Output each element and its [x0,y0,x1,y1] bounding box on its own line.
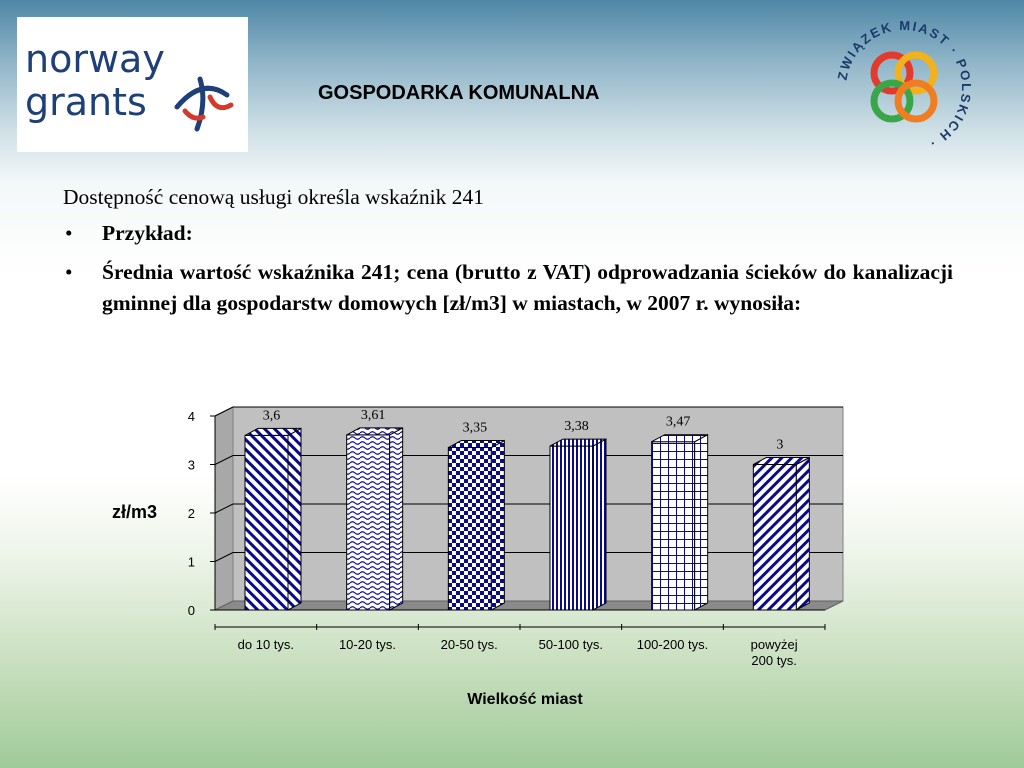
bar-front [347,435,390,610]
y-tick-label: 0 [187,603,195,618]
y-tick-label: 1 [187,554,195,570]
bar-side [593,439,606,610]
logo-line-grants: grants [25,80,147,124]
x-tick-label: 100-200 tys. [636,637,709,652]
zwiazek-miast-polskich-emblem [834,18,974,158]
bullet-dot: • [65,221,73,245]
y-tick-label: 2 [187,506,195,521]
bullet-example-text: Przykład: [102,221,193,245]
bar [753,458,809,611]
bar-front [753,465,796,611]
bullet-description [63,257,953,319]
data-label: 3,35 [462,420,488,436]
x-tick-label: 200 tys. [751,653,797,668]
bullet-description-text: Średnia wartość wskaźnika 241; cena (brutto z VAT) odprowadzania ścieków do kanalizacji gminnej dla gospodarstw domowych [zł/m3] w miastach, w 2007 r. wynosiła: [102,260,953,316]
y-axis-label: zł/m3 [112,502,158,522]
x-tick-label: 20-50 tys. [440,637,498,652]
x-tick-label: powyżej [750,637,798,652]
bar-side [695,435,708,610]
emblem-ring-text: ZWIĄZEK MIAST · POLSKICH · [834,18,974,153]
x-tick-label: 50-100 tys. [538,637,603,652]
norway-grants-logo [17,17,248,152]
bar-side [796,458,809,611]
bar [652,435,708,610]
bar-front [245,435,288,610]
intro-text: Dostępność cenową usługi określa wskaźnik 241 [63,185,484,209]
logo-swirl-icon [177,79,231,129]
y-tick-label: 4 [187,409,195,424]
bar-front [550,446,593,610]
y-tick-label: 3 [187,457,195,473]
bar [245,428,301,610]
bar [550,439,606,610]
x-axis-label: Wielkość miast [467,691,583,708]
bar-side [491,441,504,610]
x-tick-label: do 10 tys. [237,637,295,652]
bullet-dot: • [65,260,73,285]
x-tick-label: 10-20 tys. [338,637,397,652]
data-label: 3,61 [360,407,386,423]
bar-front [652,442,695,610]
norway-grants-logo-graphic [17,17,248,152]
price-bar-chart [100,395,860,715]
slide-body [63,185,953,328]
data-label: 3 [776,437,784,453]
logo-line-norway: norway [25,37,165,81]
page-title: GOSPODARKA KOMUNALNA [318,82,600,104]
bar-front [448,448,491,610]
data-label: 3,47 [665,414,691,430]
bar [347,428,403,610]
data-label: 3,38 [564,419,589,435]
bar [448,441,504,610]
emblem-rings-icon [874,55,934,119]
chart-frame [210,407,843,630]
data-label: 3,6 [262,408,281,424]
bar-side [288,428,301,610]
bullet-example [63,218,953,249]
chart-floor [215,601,843,610]
bar-side [390,428,403,610]
